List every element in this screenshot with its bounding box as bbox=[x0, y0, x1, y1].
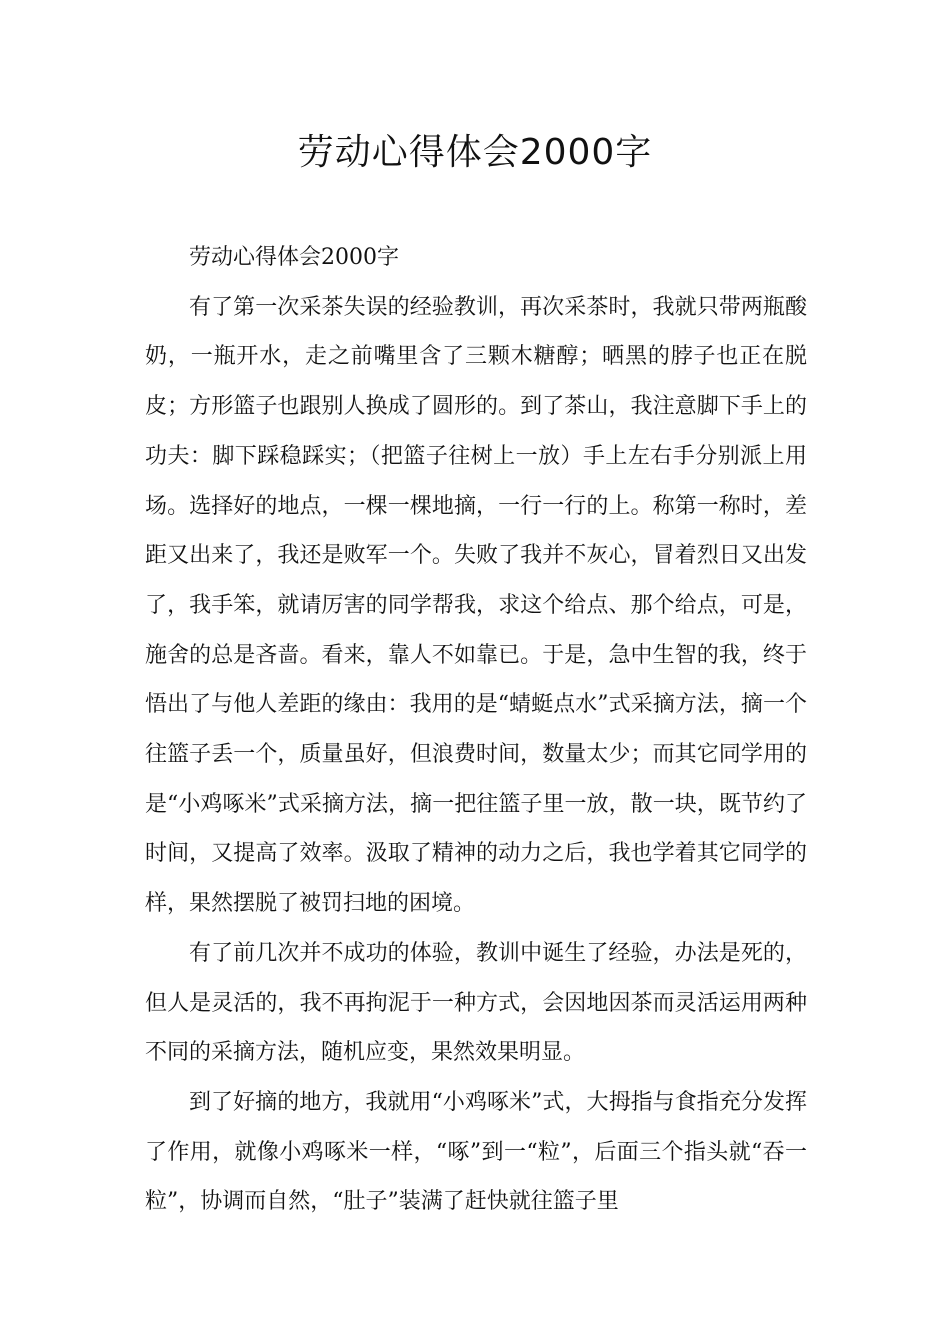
paragraph: 有了第一次采茶失误的经验教训，再次采茶时，我就只带两瓶酸奶，一瓶开水，走之前嘴里含了三颗木糖醇；晒黑的脖子也正在脱皮；方形篮子也跟别人换成了圆形的。到了茶山，我注意脚下手上的功夫：脚下踩稳踩实；（把篮子往树上一放）手上左右手分别派上用场。选择好的地点，一棵一棵地摘，一行一行的上。称第一称时，差距又出来了，我还是败军一个。失败了我并不灰心，冒着烈日又出发了，我手笨，就请厉害的同学帮我，求这个给点、那个给点，可是，施舍的总是吝啬。看来，靠人不如靠已。于是，急中生智的我，终于悟出了与他人差距的缘由：我用的是“蜻蜓点水”式采摘方法，摘一个往篮子丢一个，质量虽好，但浪费时间，数量太少；而其它同学用的是“小鸡啄米”式采摘方法，摘一把往篮子里一放，散一块，既节约了时间，又提高了效率。汲取了精神的动力之后，我也学着其它同学的样，果然摆脱了被罚扫地的困境。 bbox=[145, 294, 807, 917]
paragraph: 有了前几次并不成功的体验，教训中诞生了经验，办法是死的，但人是灵活的，我不再拘泥于一种方式，会因地因茶而灵活运用两种不同的采摘方法，随机应变，果然效果明显。 bbox=[145, 940, 807, 1066]
document-body bbox=[145, 233, 807, 1227]
document-title: 劳动心得体会2000字 bbox=[297, 132, 653, 173]
paragraph: 到了好摘的地方，我就用“小鸡啄米”式，大拇指与食指充分发挥了作用，就像小鸡啄米一样，“啄”到一“粒”，后面三个指头就“吞一粒”，协调而自然，“肚子”装满了赶快就往篮子里 bbox=[145, 1089, 807, 1215]
paragraph-subtitle: 劳动心得体会2000字 bbox=[189, 245, 399, 270]
